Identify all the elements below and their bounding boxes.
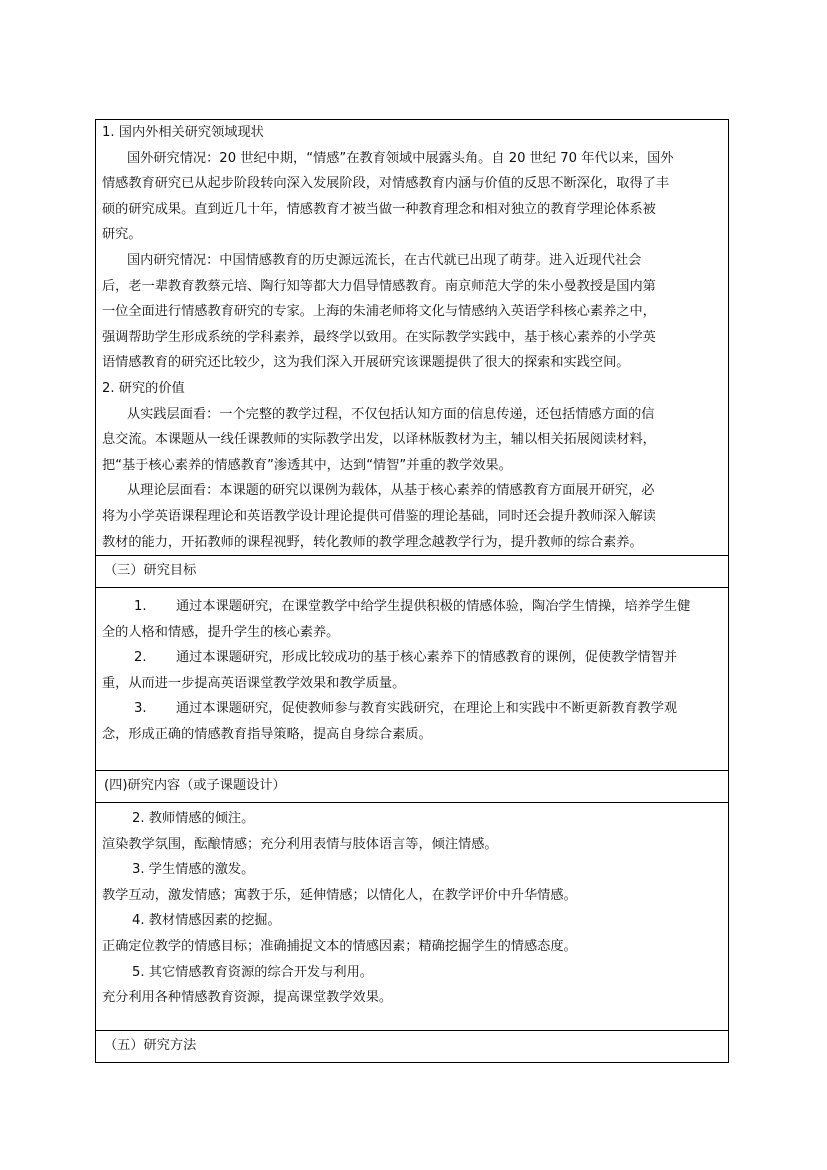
research-content-cell (96, 803, 729, 1031)
goal-item-rest-line: 全的人格和情感，提升学生的核心素养。 (102, 624, 340, 640)
goal-number: 3. (134, 701, 147, 717)
theory-para-line: 从理论层面看：本课题的研究以课例为载体，从基于核心素养的情感教育方面展开研究，必 (127, 483, 655, 499)
content-item-body: 充分利用各种情感教育资源，提高课堂教学效果。 (102, 990, 393, 1006)
goal-item-first-line (102, 696, 728, 722)
section-title-research-goals: （三）研究目标 (96, 556, 729, 588)
practice-para-line: 从实践层面看：一个完整的教学过程，不仅包括认知方面的信息传递，还包括情感方面的信 (127, 406, 655, 422)
goal-item-rest-line: 重，从而进一步提高英语课堂教学效果和教学质量。 (102, 675, 406, 691)
content-item-heading: 4. 教材情感因素的挖掘。 (132, 913, 281, 929)
domestic-para-line: 后，老一辈教育教蔡元培、陶行知等都大力倡导情感教育。南京师范大学的朱小曼教授是国内第 (102, 278, 656, 294)
section-title-research-content: (四)研究内容（或子课题设计） (96, 771, 729, 803)
goal-item-rest-line: 念，形成正确的情感教育指导策略，提高自身综合素质。 (102, 727, 432, 743)
theory-para-line: 将为小学英语课程理论和英语教学设计理论提供可借鉴的理论基础，同时还会提升教师深入解读 (102, 508, 656, 524)
research-background-cell (96, 120, 729, 556)
goal-text: 通过本课题研究，在课堂教学中给学生提供积极的情感体验，陶冶学生情操，培养学生健 (176, 599, 691, 615)
theory-para-line: 教材的能力，开拓教师的课程视野，转化教师的教学理念越教学行为，提升教师的综合素养。 (102, 534, 643, 550)
content-item-body: 正确定位教学的情感目标；准确捕捉文本的情感因素；精确挖掘学生的情感态度。 (102, 939, 577, 955)
content-item-heading: 3. 学生情感的激发。 (132, 862, 255, 878)
foreign-para-line: 研究。 (102, 227, 142, 243)
content-item-body: 渲染教学氛围，酝酿情感；充分利用表情与肢体语言等，倾注情感。 (102, 836, 498, 852)
domestic-para-line: 强调帮助学生形成系统的学科素养，最终学以致用。在实际教学实践中，基于核心素养的小学英 (102, 329, 656, 345)
domestic-para-line: 一位全面进行情感教育研究的专家。上海的朱浦老师将文化与情感纳入英语学科核心素养之中， (102, 304, 656, 320)
research-goals-cell (96, 588, 729, 771)
domestic-para-line: 国内研究情况：中国情感教育的历史源远流长，在古代就已出现了萌芽。进入近现代社会 (127, 252, 642, 268)
heading-research-value: 2. 研究的价值 (102, 380, 185, 396)
domestic-para-line: 语情感教育的研究还比较少，这为我们深入开展研究该课题提供了很大的探索和实践空间。 (102, 355, 630, 371)
goal-number: 1. (134, 599, 147, 615)
content-item-body: 教学互动，激发情感；寓教于乐，延伸情感；以情化人，在教学评价中升华情感。 (102, 887, 577, 903)
goal-number: 2. (134, 650, 147, 666)
content-item-heading: 5. 其它情感教育资源的综合开发与利用。 (132, 964, 373, 980)
goal-text: 通过本课题研究，促使教师参与教育实践研究，在理论上和实践中不断更新教育教学观 (176, 701, 678, 717)
section-title-research-methods: （五）研究方法 (96, 1031, 729, 1063)
foreign-para-line: 国外研究情况：20 世纪中期，“情感”在教育领域中展露头角。自 20 世纪 70 年代以来，国外 (127, 150, 674, 166)
foreign-para-line: 硕的研究成果。直到近几十年，情感教育才被当做一种教育理念和相对独立的教育学理论体系被 (102, 201, 656, 217)
goal-item-first-line (102, 594, 728, 620)
practice-para-line: 把“基于核心素养的情感教育”渗透其中，达到“情智”并重的教学效果。 (102, 457, 512, 473)
goal-text: 通过本课题研究，形成比较成功的基于核心素养下的情感教育的课例，促使教学情智并 (176, 650, 678, 666)
heading-domestic-foreign-status: 1. 国内外相关研究领域现状 (102, 125, 264, 140)
application-form-table (95, 119, 729, 1063)
content-item-heading: 2. 教师情感的倾注。 (132, 811, 255, 827)
practice-para-line: 息交流。本课题从一线任课教师的实际教学出发，以译林版教材为主，辅以相关拓展阅读材料， (102, 432, 656, 448)
foreign-para-line: 情感教育研究已从起步阶段转向深入发展阶段，对情感教育内涵与价值的反思不断深化，取得了丰 (102, 176, 670, 192)
goal-item-first-line (102, 645, 728, 671)
